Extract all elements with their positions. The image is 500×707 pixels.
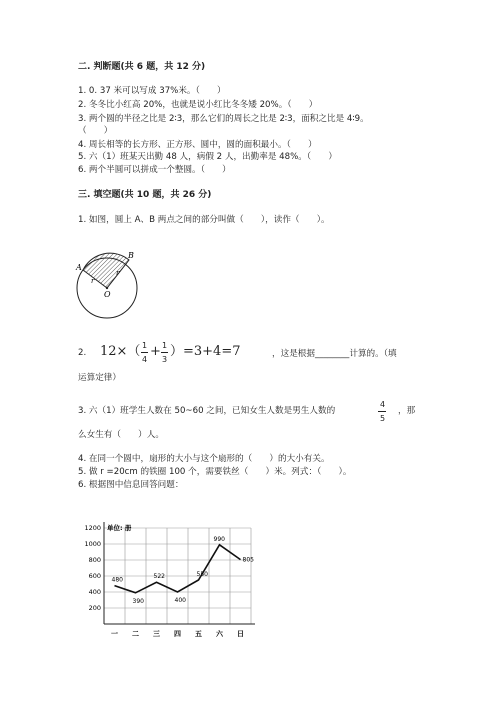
- label-b: B: [128, 251, 134, 260]
- judgement-item-5: 5. 六（1）班某天出勤 48 人，病假 2 人，出勤率是 48%。（ ）: [78, 152, 337, 162]
- judgement-item-4: 4. 周长相等的长方形、正方形、圆中，圆的面积最小。（ ）: [78, 140, 317, 150]
- unit-label: 单位: 册: [107, 524, 132, 532]
- x-tick-label: 六: [216, 630, 223, 638]
- q3-line2: 么女生有（ ）人。: [78, 430, 164, 440]
- q2-frac2-num: 1: [162, 341, 168, 350]
- judgement-item-3: 3. 两个圆的半径之比是 2∶3，那么它们的周长之比是 2∶3，面积之比是 4∶9。: [78, 114, 369, 124]
- data-label: 400: [174, 597, 186, 604]
- data-label: 990: [213, 535, 225, 543]
- y-tick-label: 1000: [84, 540, 101, 548]
- q2-expr-prefix: 12×（: [100, 344, 141, 359]
- q3-tail: ，那: [398, 406, 416, 416]
- data-label: 480: [111, 576, 123, 584]
- fill-question-1: 1. 如图，圆上 A、B 两点之间的部分叫做（ ），读作（ ）。: [78, 215, 330, 225]
- label-r-left: r: [91, 277, 95, 285]
- y-tick-label: 600: [88, 572, 101, 580]
- label-o: O: [104, 290, 111, 299]
- sector-shaded: [83, 253, 129, 288]
- q3-frac-bar: [378, 411, 386, 412]
- data-label: 550: [196, 571, 208, 578]
- q2-expr-suffix: ）=3+4=7: [170, 344, 241, 359]
- q2-frac2-den: 3: [162, 355, 168, 364]
- y-tick-label: 400: [88, 588, 101, 596]
- section-title-fill: 三. 填空题(共 10 题，共 26 分): [78, 190, 212, 200]
- data-label: 805: [242, 556, 254, 564]
- q2-plus: +: [150, 344, 161, 359]
- judgement-item-1: 1. 0. 37 米可以写成 37%米。（ ）: [78, 86, 226, 96]
- data-label: 390: [132, 597, 144, 605]
- q3-frac-den: 5: [380, 414, 386, 423]
- x-tick-label: 五: [195, 630, 202, 638]
- data-label: 522: [153, 573, 165, 581]
- q2-frac1-bar: [141, 352, 148, 353]
- series-line: [115, 545, 241, 593]
- q3-frac-num: 4: [380, 400, 386, 409]
- x-tick-label: 三: [153, 630, 160, 638]
- q2-frac1-den: 4: [142, 355, 148, 364]
- y-tick-label: 800: [88, 556, 101, 564]
- section-title-judgement: 二. 判断题(共 6 题，共 12 分): [78, 62, 206, 72]
- fill-question-6: 6. 根据图中信息回答问题：: [78, 480, 184, 490]
- center-dot: [106, 287, 108, 289]
- fill-question-4: 4. 在同一个圆中，扇形的大小与这个扇形的（ ）的大小有关。: [78, 454, 330, 464]
- x-tick-label: 一: [111, 630, 118, 638]
- fill-question-5: 5. 做 r =20cm 的铁圈 100 个，需要铁丝（ ）米。列式：（ ）。: [78, 467, 352, 477]
- circle-figure: [74, 246, 138, 324]
- y-tick-label: 200: [88, 604, 101, 612]
- x-tick-label: 日: [237, 630, 244, 638]
- fill-question-3: 3. 六（1）班学生人数在 50~60 之间，已知女生人数是男生人数的: [78, 406, 336, 416]
- judgement-item-3-blank: （ ）: [78, 126, 113, 136]
- label-r-right: r: [116, 269, 120, 277]
- label-a: A: [76, 263, 82, 272]
- q2-frac1-num: 1: [142, 341, 148, 350]
- x-tick-label: 四: [174, 630, 181, 638]
- q2-line2: 运算定律）: [78, 373, 121, 383]
- y-tick-label: 1200: [84, 524, 101, 532]
- x-tick-label: 二: [132, 630, 139, 638]
- judgement-item-2: 2. 冬冬比小红高 20%，也就是说小红比冬冬矮 20%。（ ）: [78, 100, 318, 110]
- fill-question-2-number: 2.: [78, 348, 87, 358]
- q2-frac2-bar: [161, 352, 168, 353]
- judgement-item-6: 6. 两个半圆可以拼成一个整圆。（ ）: [78, 165, 231, 175]
- line-chart: [80, 510, 254, 650]
- q2-tail: ，这是根据________计算的。（填: [272, 349, 397, 359]
